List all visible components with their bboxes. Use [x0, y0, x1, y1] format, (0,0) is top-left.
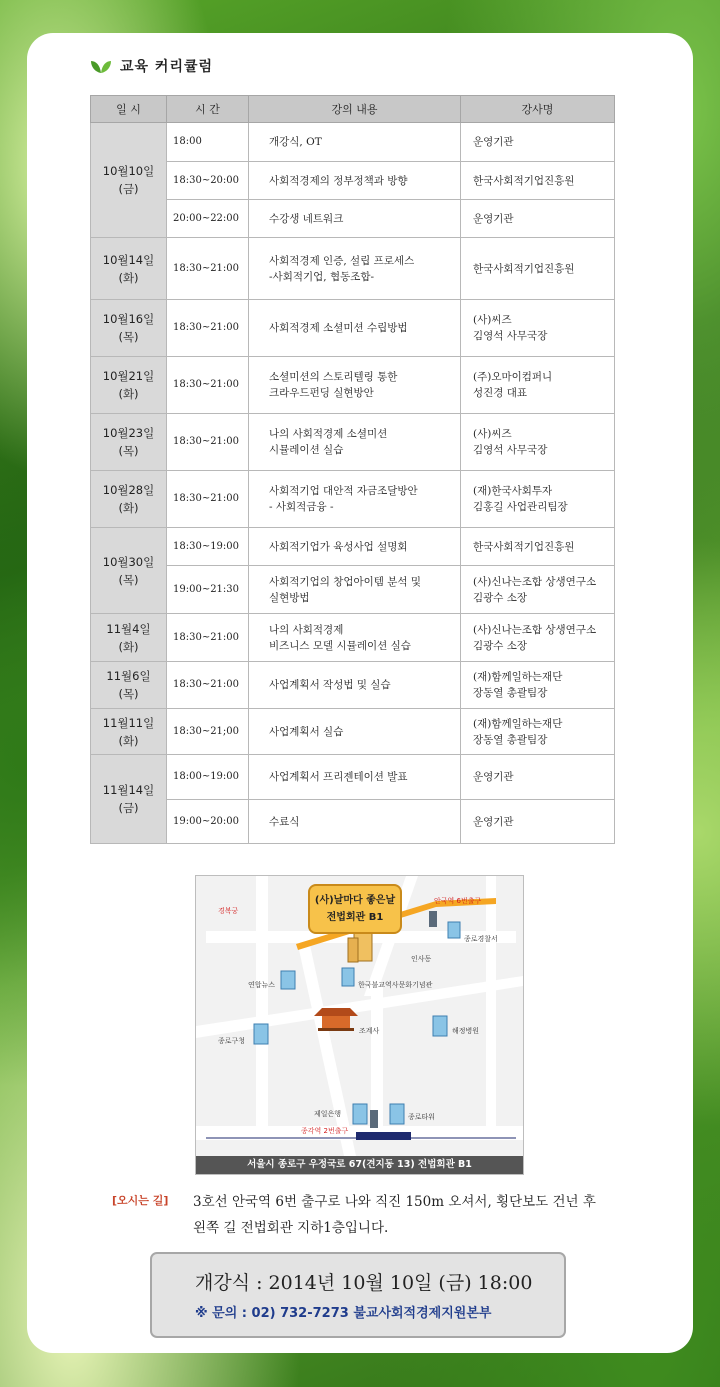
map-label: 한국불교역사문화기념관	[358, 981, 433, 989]
time-cell: 18:30~21;00	[167, 709, 249, 755]
time-cell: 19:00~20:00	[167, 800, 249, 844]
map-label: 조계사	[359, 1027, 380, 1035]
section-title: 교육 커리큘럼	[120, 59, 214, 75]
map-label: 종로경찰서	[464, 935, 498, 943]
lecturer-cell: (사)씨즈 김영석 사무국장	[461, 414, 615, 471]
lecturer-cell: 운영기관	[461, 755, 615, 800]
map-label: 종각역 2번출구	[301, 1127, 349, 1135]
lecturer-cell: 한국사회적기업진흥원	[461, 162, 615, 200]
lecturer-cell: (사)씨즈 김영석 사무국장	[461, 300, 615, 357]
date-cell: 11월11일 (화)	[91, 709, 167, 755]
table-row	[91, 123, 615, 162]
table-row	[91, 800, 615, 844]
lecturer-cell: (재)함께일하는재단 장동열 총괄팀장	[461, 709, 615, 755]
topic-cell: 사회적경제의 정부정책과 방향	[249, 162, 461, 200]
topic-cell: 사업계획서 프리젠테이션 발표	[249, 755, 461, 800]
topic-cell: 소셜미션의 스토리텔링 통한 크라우드펀딩 실현방안	[249, 357, 461, 414]
map-label: 제일은행	[314, 1110, 342, 1118]
time-cell: 18:30~21:00	[167, 238, 249, 300]
date-cell: 10월23일 (목)	[91, 414, 167, 471]
topic-cell: 수강생 네트워크	[249, 200, 461, 238]
topic-cell: 사회적경제 인증, 설립 프로세스 -사회적기업, 협동조합-	[249, 238, 461, 300]
date-cell: 11월14일 (금)	[91, 755, 167, 844]
time-cell: 18:30~21:00	[167, 300, 249, 357]
lecturer-cell: (사)신나는조합 상생연구소 김광수 소장	[461, 566, 615, 614]
date-cell: 10월14일 (화)	[91, 238, 167, 300]
opening-ceremony-box	[150, 1252, 566, 1338]
lecturer-cell: 운영기관	[461, 123, 615, 162]
topic-cell: 사회적기업의 창업아이템 분석 및 실현방법	[249, 566, 461, 614]
contact-info: ※ 문의 : 02) 732-7273 불교사회적경제지원본부	[195, 1306, 492, 1321]
lecturer-cell: (주)오마이컴퍼니 성진경 대표	[461, 357, 615, 414]
time-cell: 18:30~21:00	[167, 414, 249, 471]
date-cell: 10월21일 (화)	[91, 357, 167, 414]
venue-callout	[308, 884, 402, 934]
table-row	[91, 614, 615, 662]
time-cell: 18:30~21:00	[167, 614, 249, 662]
topic-cell: 사회적경제 소셜미션 수립방법	[249, 300, 461, 357]
map-address-caption: 서울시 종로구 우정국로 67(견지동 13) 전법회관 B1	[196, 1156, 523, 1174]
table-row	[91, 200, 615, 238]
time-cell: 18:00~19:00	[167, 755, 249, 800]
lecturer-cell: 운영기관	[461, 200, 615, 238]
lecturer-cell: (사)신나는조합 상생연구소 김광수 소장	[461, 614, 615, 662]
time-cell: 18:30~19:00	[167, 528, 249, 566]
date-cell: 10월10일 (금)	[91, 123, 167, 238]
map-label: 종로구청	[218, 1037, 246, 1045]
time-cell: 18:30~21:00	[167, 471, 249, 528]
table-row	[91, 566, 615, 614]
opening-ceremony-date: 개강식 : 2014년 10월 10일 (금) 18:00	[195, 1272, 533, 1294]
table-row	[91, 162, 615, 200]
table-row	[91, 755, 615, 800]
header-lecturer: 강사명	[461, 96, 615, 123]
map-label: 해정병원	[452, 1027, 480, 1035]
directions-label: [오시는 길]	[112, 1194, 169, 1207]
table-row	[91, 528, 615, 566]
map-label: 경복궁	[218, 907, 239, 915]
date-cell: 10월16일 (목)	[91, 300, 167, 357]
table-row	[91, 709, 615, 755]
location-map	[195, 875, 524, 1175]
time-cell: 20:00~22:00	[167, 200, 249, 238]
table-row	[91, 238, 615, 300]
topic-cell: 수료식	[249, 800, 461, 844]
map-label: 연합뉴스	[248, 981, 276, 989]
topic-cell: 사업계획서 작성법 및 실습	[249, 662, 461, 709]
topic-cell: 사업계획서 실습	[249, 709, 461, 755]
time-cell: 18:30~21:00	[167, 662, 249, 709]
table-row	[91, 662, 615, 709]
table-row	[91, 300, 615, 357]
date-cell: 11월6일 (목)	[91, 662, 167, 709]
section-heading	[90, 55, 213, 77]
header-time: 시 간	[167, 96, 249, 123]
table-row	[91, 414, 615, 471]
map-label: 종로타워	[408, 1113, 436, 1121]
topic-cell: 사회적기업 대안적 자금조달방안 - 사회적금융 -	[249, 471, 461, 528]
topic-cell: 나의 사회적경제 비즈니스 모델 시뮬레이션 실습	[249, 614, 461, 662]
table-header-row	[91, 96, 615, 123]
date-cell: 10월30일 (목)	[91, 528, 167, 614]
map-label: 안국역 6번출구	[434, 897, 482, 905]
topic-cell: 사회적기업가 육성사업 설명회	[249, 528, 461, 566]
topic-cell: 개강식, OT	[249, 123, 461, 162]
map-label: 인사동	[411, 955, 432, 963]
time-cell: 18:30~21:00	[167, 357, 249, 414]
time-cell: 18:00	[167, 123, 249, 162]
date-cell: 10월28일 (화)	[91, 471, 167, 528]
header-date: 일 시	[91, 96, 167, 123]
table-row	[91, 471, 615, 528]
lecturer-cell: 한국사회적기업진흥원	[461, 528, 615, 566]
lecturer-cell: (재)한국사회투자 김홍길 사업관리팀장	[461, 471, 615, 528]
date-cell: 11월4일 (화)	[91, 614, 167, 662]
lecturer-cell: 운영기관	[461, 800, 615, 844]
venue-floor: 전법회관 B1	[326, 912, 384, 923]
directions-text: 3호선 안국역 6번 출구로 나와 직진 150m 오셔서, 횡단보도 건넌 후 왼쪽 길 전법회관 지하1층입니다.	[193, 1194, 596, 1236]
curriculum-table	[90, 95, 615, 844]
venue-name: (사)날마다 좋은날	[314, 895, 396, 906]
table-row	[91, 357, 615, 414]
time-cell: 19:00~21:30	[167, 566, 249, 614]
lecturer-cell: (재)함께일하는재단 장동열 총괄팀장	[461, 662, 615, 709]
lecturer-cell: 한국사회적기업진흥원	[461, 238, 615, 300]
time-cell: 18:30~20:00	[167, 162, 249, 200]
leaf-icon	[90, 58, 112, 74]
topic-cell: 나의 사회적경제 소셜미션 시뮬레이션 실습	[249, 414, 461, 471]
header-topic: 강의 내용	[249, 96, 461, 123]
